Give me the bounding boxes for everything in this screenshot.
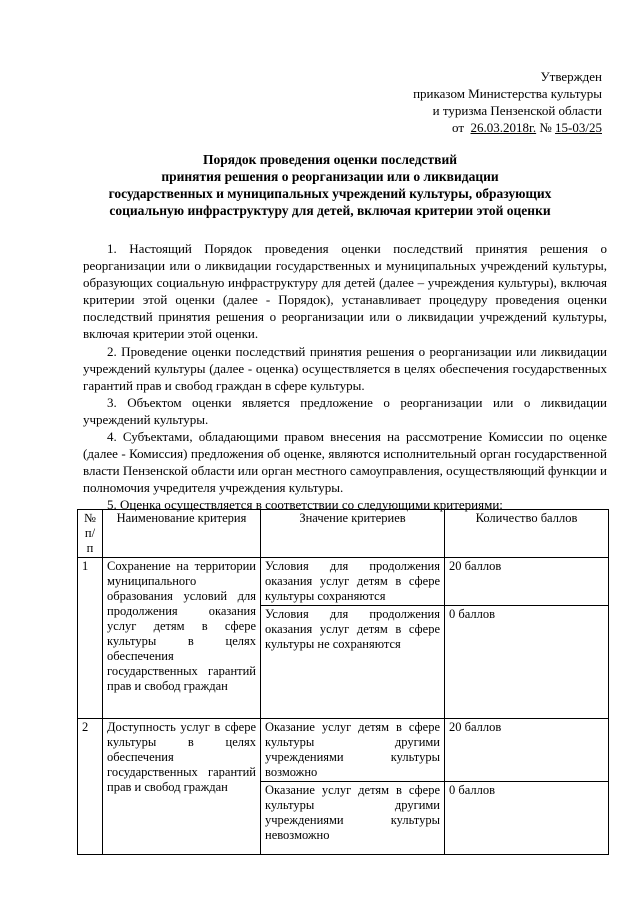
row-1-value-2: Условия для продолжения оказания услуг детям в сфере культуры не сохраняются (261, 606, 445, 719)
row-2-value-1: Оказание услуг детям в сфере культуры другими учреждениями культуры возможно (261, 719, 445, 782)
title-line-3: государственных и муниципальных учреждений культуры, образующих (108, 186, 552, 201)
approval-no-sign: № (539, 120, 552, 135)
title-line-2: принятия решения о реорганизации или о ликвидации (161, 169, 499, 184)
row-2-value-2: Оказание услуг детям в сфере культуры другими учреждениями культуры невозможно (261, 782, 445, 855)
header-score: Количество баллов (445, 510, 609, 558)
approval-date: 26.03.2018г. (470, 120, 537, 135)
paragraph-3: 3. Объектом оценки является предложение о реорганизации или о ликвидации учреждений культуры. (83, 394, 607, 427)
row-2-score-2: 0 баллов (445, 782, 609, 855)
row-1-score-2: 0 баллов (445, 606, 609, 719)
approval-number: 15-03/25 (555, 120, 602, 135)
approval-line-1: Утвержден (540, 69, 602, 84)
approval-block (302, 68, 602, 136)
paragraph-5: 5. Оценка осуществляется в соответствии со следующими критериями: (107, 497, 503, 513)
row-1-name: Сохранение на территории муниципального образования условий для продолжения оказания услуг детям в сфере культуры в целях обеспечения государственных гарантий прав и свобод граждан (103, 558, 261, 719)
row-1-num: 1 (78, 558, 103, 719)
row-1-value-1: Условия для продолжения оказания услуг детям в сфере культуры сохраняются (261, 558, 445, 606)
paragraph-1: 1. Настоящий Порядок проведения оценки последствий принятия решения о реорганизации или о ликвидации государственных и муниципальных учреждений культуры, образующих социальную инфраструктуру для детей (далее – учреждения культуры), включая критерии этой оценки (далее - Порядок), устанавливает процедуру проведения оценки последствий принятия решения о реорганизации или о ликвидации учреждений культуры, включая критерии этой оценки. (83, 241, 607, 342)
document-body (83, 240, 607, 514)
paragraph-2: 2. Проведение оценки последствий принятия решения о реорганизации или ликвидации учреждений культуры (далее - оценка) осуществляется в целях обеспечения государственных гарантий прав и свобод граждан в сфере культуры. (83, 343, 607, 393)
row-2-name: Доступность услуг в сфере культуры в целях обеспечения государственных гарантий прав и свобод граждан (103, 719, 261, 855)
document-title (60, 151, 600, 219)
approval-line-2: приказом Министерства культуры (413, 86, 602, 101)
table-row (78, 558, 609, 606)
table-row (78, 719, 609, 782)
title-line-4: социальную инфраструктуру для детей, включая критерии этой оценки (109, 203, 551, 218)
approval-line-4 (302, 119, 602, 136)
approval-line-3: и туризма Пензенской области (432, 103, 602, 118)
header-name: Наименование критерия (103, 510, 261, 558)
approval-from: от (452, 120, 465, 135)
row-2-score-1: 20 баллов (445, 719, 609, 782)
row-1-score-1: 20 баллов (445, 558, 609, 606)
table-header-row (78, 510, 609, 558)
header-num: № п/п (78, 510, 103, 558)
header-value: Значение критериев (261, 510, 445, 558)
title-line-1: Порядок проведения оценки последствий (202, 152, 458, 167)
criteria-table (77, 509, 609, 855)
row-2-num: 2 (78, 719, 103, 855)
paragraph-4: 4. Субъектами, обладающими правом внесения на рассмотрение Комиссии по оценке (далее - Комиссия) предложения об оценке, являются исполнительный орган государственной власти Пензенской области или орган местного самоуправления, осуществляющий функции и полномочия учредителя учреждения культуры. (83, 429, 607, 496)
